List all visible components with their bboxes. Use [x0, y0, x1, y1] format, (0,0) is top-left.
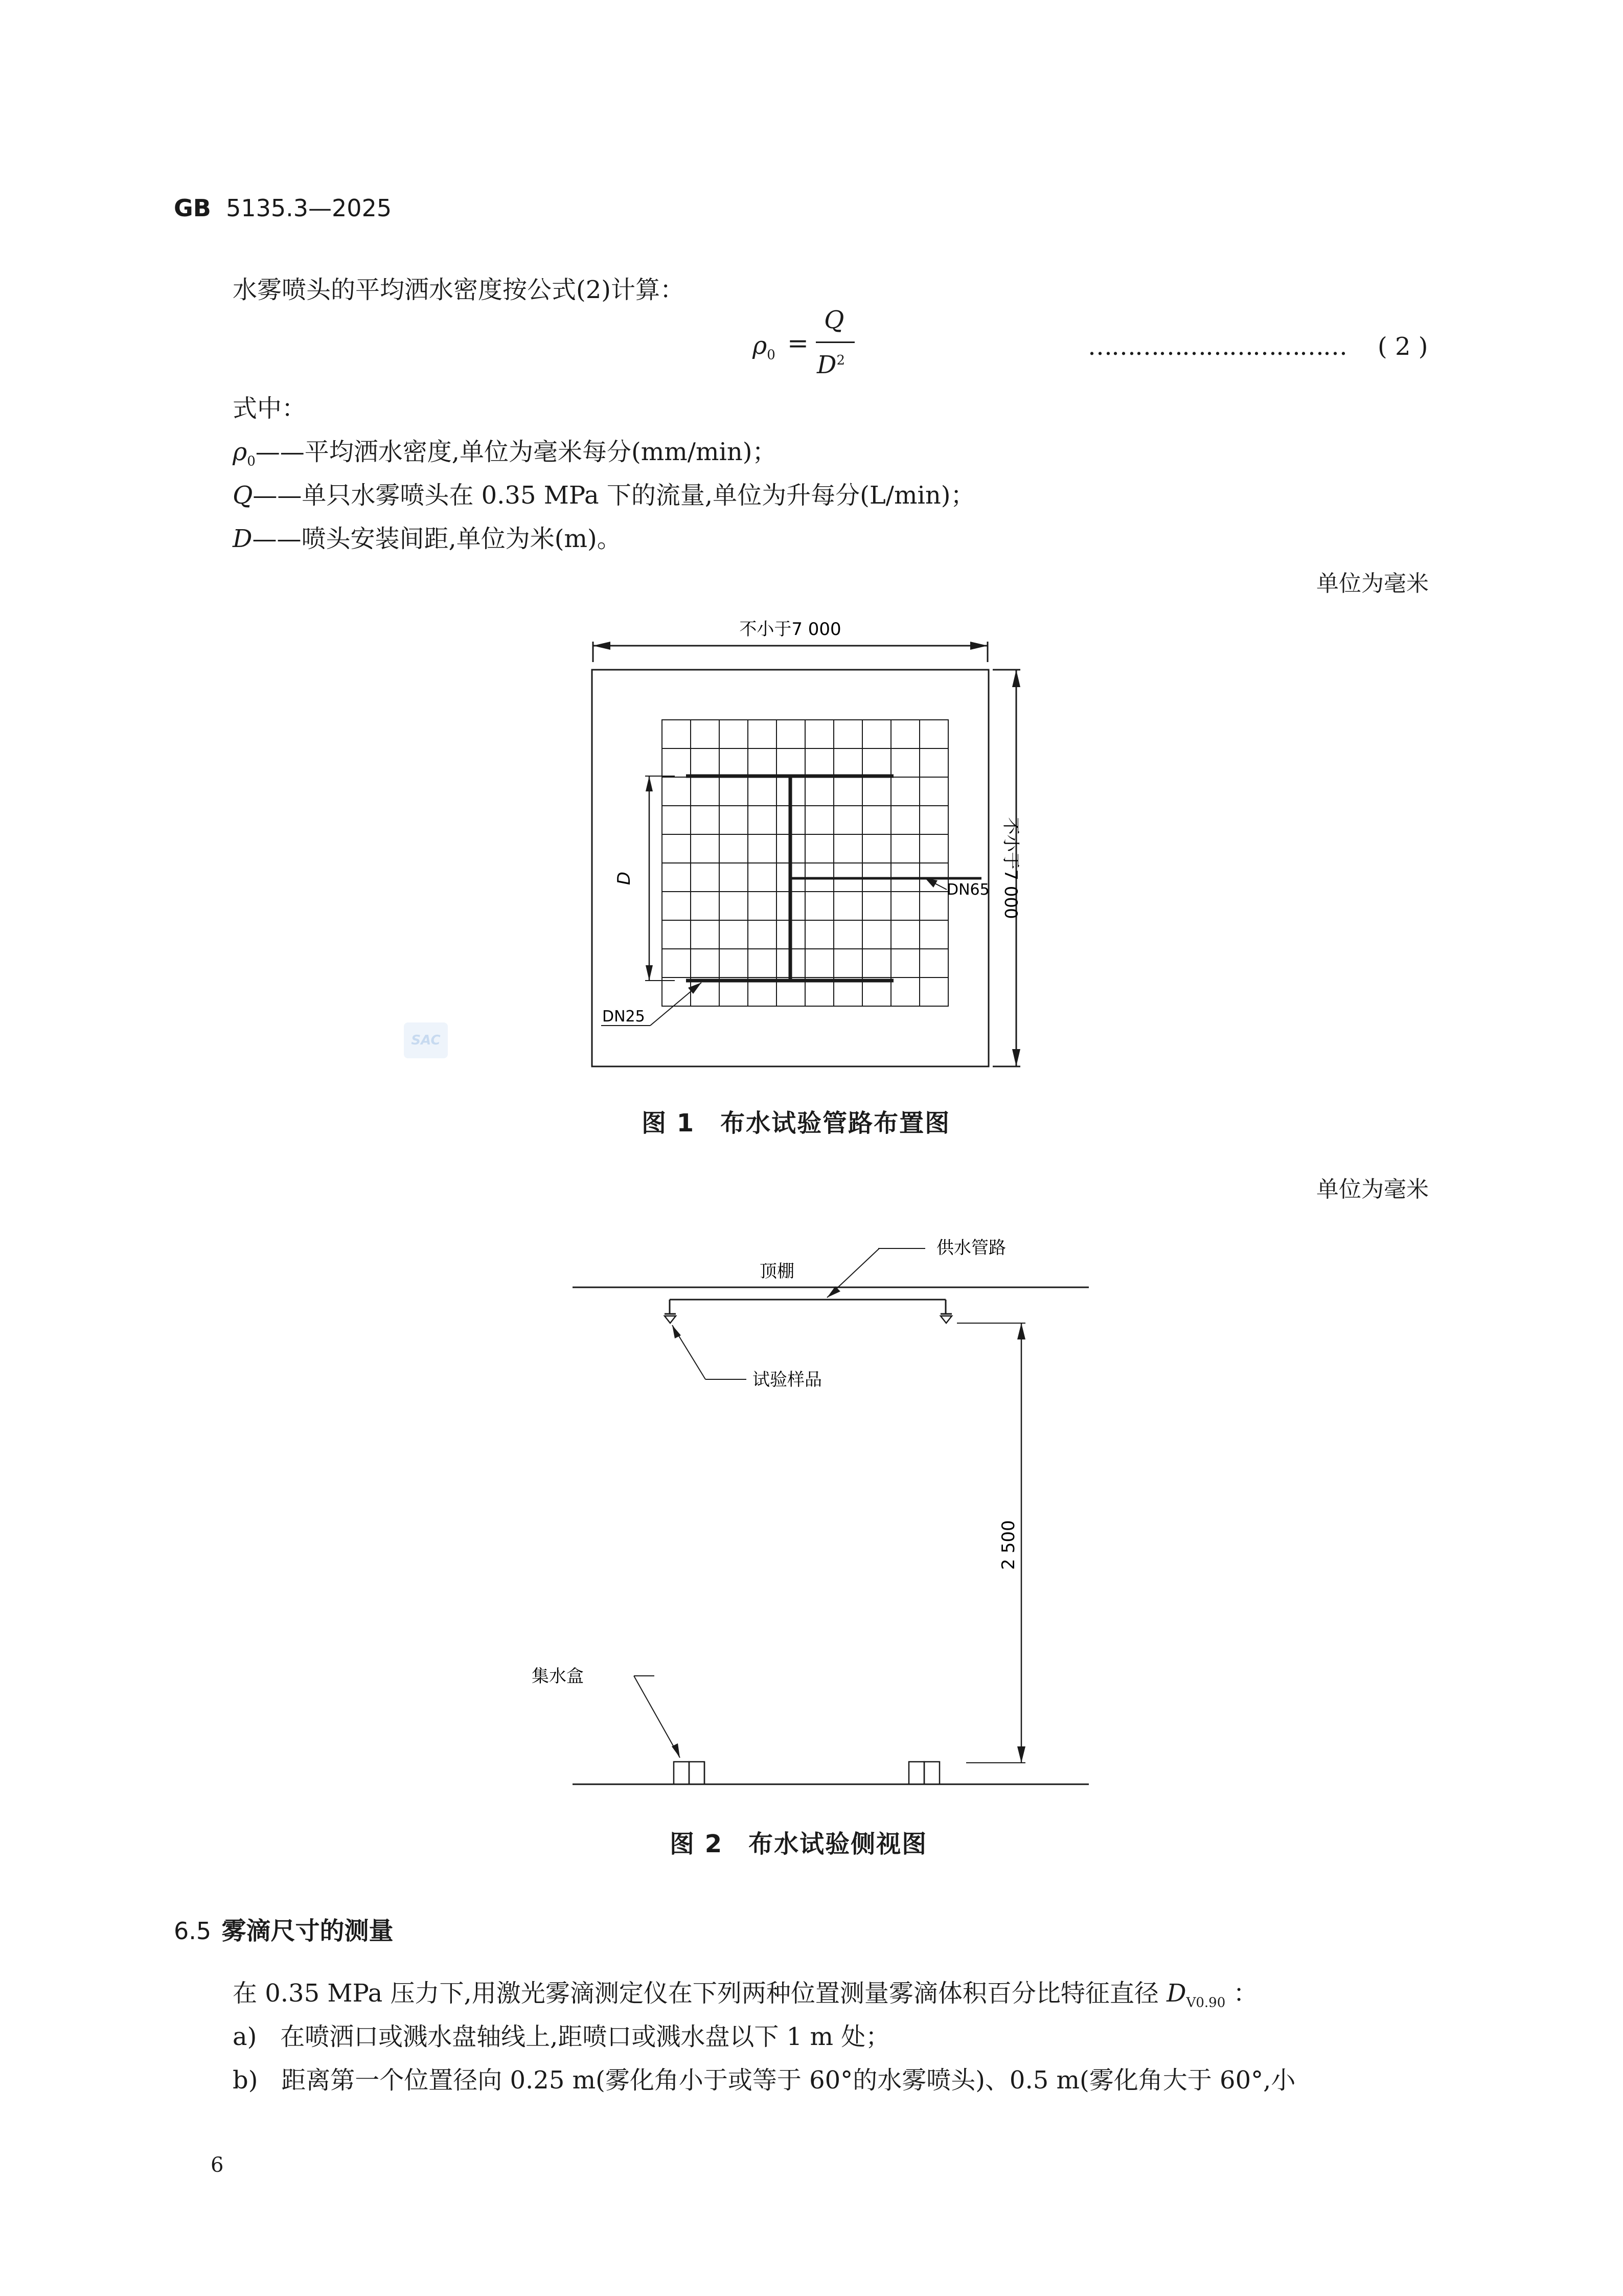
formula-leader: ……………………………	[1088, 332, 1346, 361]
figure2-side-view	[532, 1217, 1104, 1794]
collection-boxes	[674, 1762, 940, 1784]
section-paragraph: 在 0.35 MPa 压力下,用激光雾滴测定仪在下列两种位置测量雾滴体积百分比特征直径 $D_{V0.90}$ ：	[233, 1979, 1258, 2011]
label-supply-pipe: 供水管路	[936, 1238, 1006, 1258]
section-number: 6.5	[174, 1917, 212, 1945]
standard-number: 5135.3—2025	[226, 194, 392, 222]
where-item-rho: $\rho_0——$平均洒水密度,单位为毫米每分(mm/min)；	[233, 438, 777, 469]
list-item-a: a) 在喷洒口或溅水盘轴线上,距喷口或溅水盘以下 1 m 处；	[233, 2022, 890, 2051]
dim-top-label: 不小于7 000	[739, 619, 841, 640]
section-heading	[174, 1911, 394, 1946]
intro-text: 水雾喷头的平均洒水密度按公式(2)计算：	[233, 276, 684, 304]
label-sample: 试验样品	[752, 1370, 822, 1390]
where-label: 式中：	[233, 394, 307, 423]
label-box: 集水盒	[532, 1666, 584, 1687]
standard-code: GB	[174, 194, 211, 222]
where-item-q: Q——单只水雾喷头在 0.35 MPa 下的流量,单位为升每分(L/min)；	[233, 481, 975, 510]
figure1-unit-note: 单位为毫米	[1316, 571, 1429, 597]
formula-lhs: $\rho_0$	[752, 331, 775, 363]
label-d: D	[614, 871, 634, 885]
fraction-bar	[816, 342, 855, 343]
label-height: 2 500	[998, 1520, 1019, 1570]
dim-right-label: 不小于7 000	[1000, 817, 1021, 919]
label-dn65: DN65	[947, 881, 990, 899]
formula-denominator: $D^2$	[817, 351, 845, 379]
figure2-unit-note: 单位为毫米	[1316, 1176, 1429, 1202]
collection-grid	[662, 720, 948, 1006]
sac-watermark: SAC	[404, 1022, 448, 1058]
formula-equals: =	[787, 328, 809, 358]
section-title: 雾滴尺寸的测量	[221, 1917, 394, 1945]
formula-number: ( 2 )	[1378, 332, 1428, 361]
figure2-caption: 图 2 布水试验侧视图	[670, 1830, 928, 1858]
figure1-pipe-layout	[573, 613, 1043, 1084]
list-item-b: b) 距离第一个位置径向 0.25 m(雾化角小于或等于 60°的水雾喷头)、0.5 m(雾化角大于 60°,小	[233, 2066, 1296, 2095]
where-item-d: D——喷头安装间距,单位为米(m)。	[233, 525, 622, 553]
standard-header	[174, 194, 392, 222]
page-number: 6	[211, 2153, 224, 2177]
figure1-caption: 图 1 布水试验管路布置图	[642, 1109, 951, 1138]
label-ceiling: 顶棚	[760, 1261, 794, 1282]
label-dn25: DN25	[602, 1008, 645, 1026]
formula-numerator: Q	[824, 306, 844, 334]
